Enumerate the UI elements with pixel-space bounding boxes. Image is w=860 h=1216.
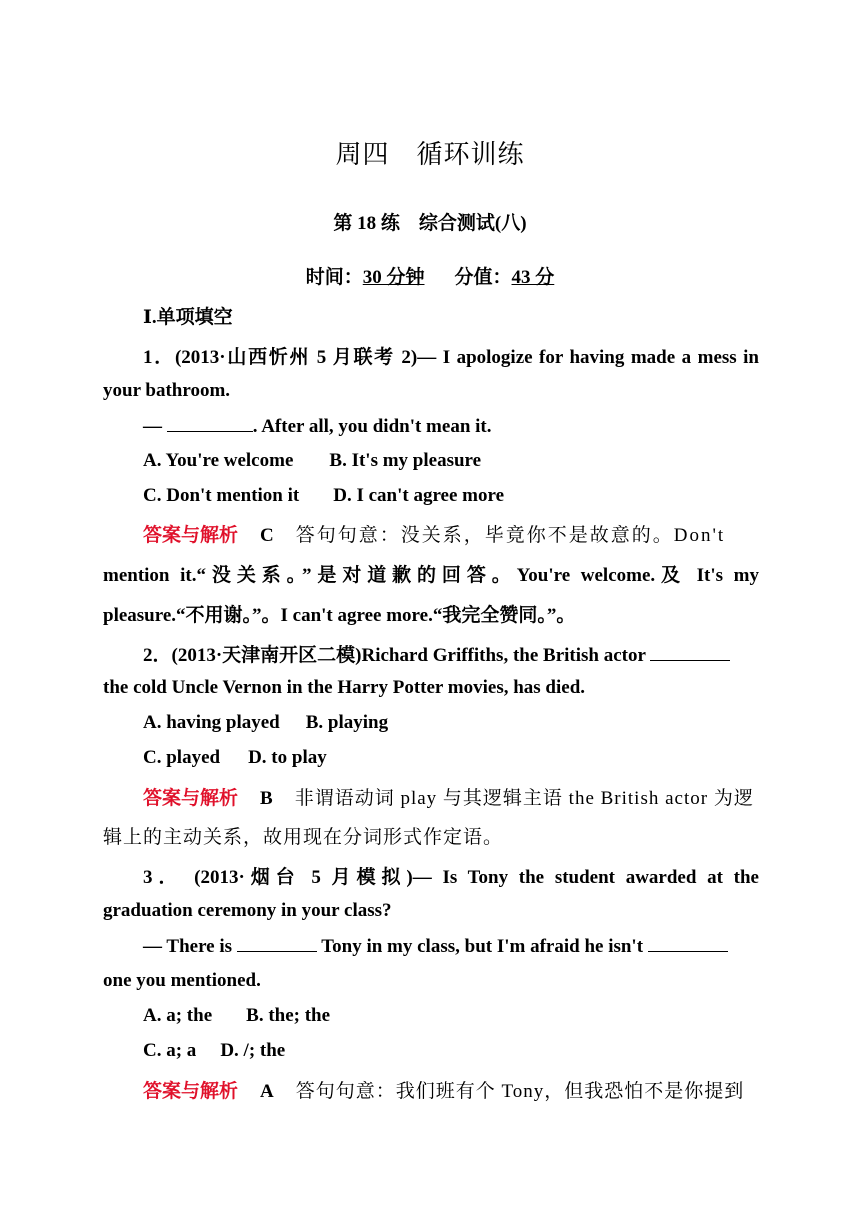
answer-blank <box>237 935 317 952</box>
question-1-line-3: — . After all, you didn't mean it. <box>143 416 492 437</box>
answer-blank <box>167 415 253 432</box>
test-meta <box>0 262 860 289</box>
question-3-line-1: 3． (2013·烟台 5 月模拟)— Is Tony the student awarded at the <box>143 867 759 888</box>
question-3-line-4: one you mentioned. <box>103 970 261 991</box>
option-d: D. to play <box>248 747 327 768</box>
option-a: A. a; the <box>143 1005 213 1026</box>
option-c: C. played <box>143 747 221 768</box>
score-label: 分值： <box>454 267 512 288</box>
answer-1-line-1 <box>143 520 759 547</box>
question-2-line-1: 2．(2013·天津南开区二模)Richard Griffiths, the British actor <box>143 640 759 667</box>
question-2-options-cd <box>143 747 759 769</box>
answer-label: 答案与解析 <box>143 788 239 809</box>
answer-blank <box>648 935 728 952</box>
question-2-options-ab <box>143 712 759 734</box>
option-a: A. You're welcome <box>143 450 294 471</box>
answer-letter: C <box>260 525 274 546</box>
option-c: C. a; a <box>143 1040 197 1061</box>
question-3-options-cd <box>143 1040 759 1062</box>
answer-2-line-2: 辑上的主动关系，故用现在分词形式作定语。 <box>103 827 504 848</box>
answer-letter: A <box>260 1081 274 1102</box>
question-1-options-ab <box>143 450 759 472</box>
answer-1-line-3: pleasure.“不用谢。”。I can't agree more.“我完全赞同。”。 <box>103 605 576 626</box>
option-a: A. having played <box>143 712 280 733</box>
question-3-line-3: — There is Tony in my class, but I'm afraid he isn't <box>143 935 759 958</box>
answer-2-line-1 <box>143 783 759 810</box>
option-b: B. the; the <box>246 1005 331 1026</box>
question-3-line-2: graduation ceremony in your class? <box>103 900 392 921</box>
answer-label: 答案与解析 <box>143 1081 239 1102</box>
answer-letter: B <box>260 788 273 809</box>
explanation-text: 答句句意：我们班有个 Tony，但我恐怕不是你提到 <box>295 1081 745 1102</box>
option-c: C. Don't mention it <box>143 485 300 506</box>
question-1-line-1: 1．(2013·山西忻州 5 月联考 2)— I apologize for having made a mess in <box>143 347 759 368</box>
question-1-line-2: your bathroom. <box>103 380 231 401</box>
time-value: 30 分钟 <box>362 267 425 288</box>
question-2-line-2: the cold Uncle Vernon in the Harry Potter movies, has died. <box>103 677 586 698</box>
time-label: 时间： <box>305 267 363 288</box>
answer-3-line-1 <box>143 1076 759 1103</box>
option-d: D. /; the <box>220 1040 286 1061</box>
option-d: D. I can't agree more <box>333 485 505 506</box>
option-b: B. playing <box>305 712 389 733</box>
explanation-text: 答句句意：没关系，毕竟你不是故意的。Don't <box>295 525 726 546</box>
section-heading: Ⅰ.单项填空 <box>143 307 233 328</box>
explanation-text: 非谓语动词 play 与其逻辑主语 the British actor 为逻 <box>294 788 754 809</box>
answer-1-line-2: mention it.“没关系。”是对道歉的回答。You're welcome.及 It's my <box>103 565 759 586</box>
option-b: B. It's my pleasure <box>329 450 482 471</box>
answer-blank <box>650 644 730 661</box>
question-3-options-ab <box>143 1005 759 1027</box>
score-value: 43 分 <box>511 267 555 288</box>
answer-label: 答案与解析 <box>143 525 239 546</box>
question-1-options-cd <box>143 485 759 507</box>
page-title: 周四 循环训练 <box>335 140 525 169</box>
page-subtitle: 第 18 练 综合测试(八) <box>333 213 527 234</box>
